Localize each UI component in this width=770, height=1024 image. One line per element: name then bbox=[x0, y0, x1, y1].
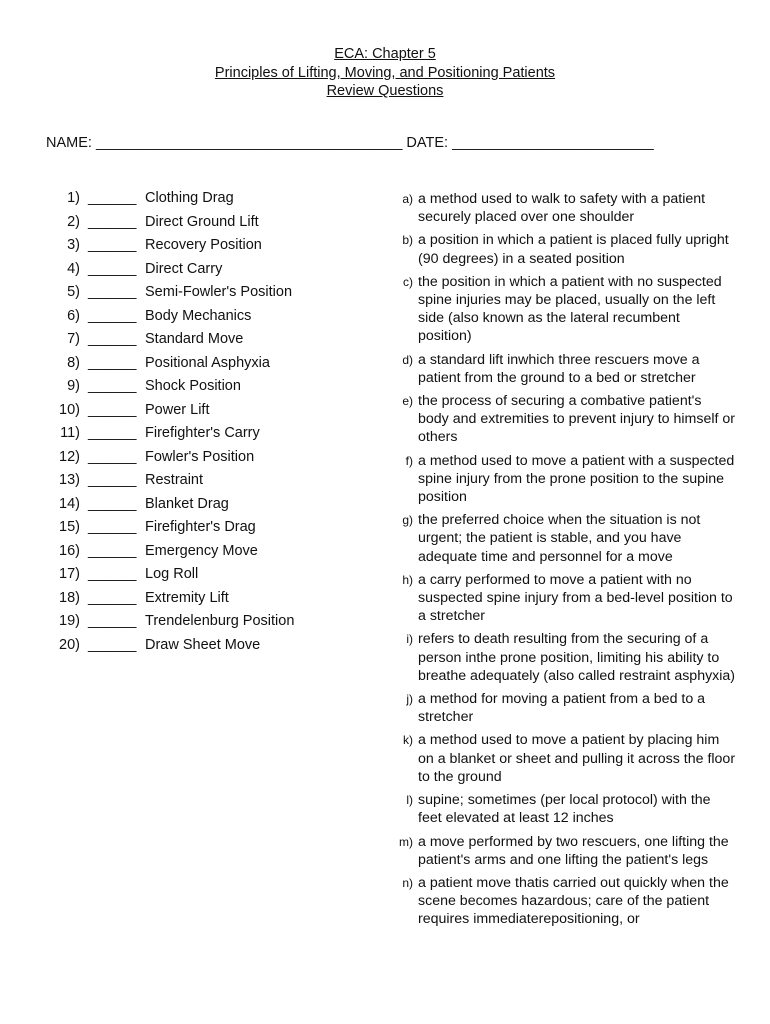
question-term: Shock Position bbox=[145, 378, 241, 394]
answer-blank[interactable]: ______ bbox=[88, 354, 137, 371]
question-term: Direct Ground Lift bbox=[145, 213, 259, 230]
question-term: Blanket Drag bbox=[145, 495, 229, 512]
question-row bbox=[46, 637, 376, 661]
definition-text: a method used to walk to safety with a patient securely placed over one shoulder bbox=[418, 191, 706, 226]
question-row bbox=[46, 261, 376, 285]
definition-item bbox=[396, 630, 736, 685]
definition-text: a method for moving a patient from a bed to a stretcher bbox=[418, 691, 706, 726]
definition-text: the preferred choice when the situation is not urgent; the patient is stable, and you have adequate time and personnel for a move bbox=[418, 512, 701, 565]
question-term: Body Mechanics bbox=[145, 307, 252, 324]
definition-letter: b) bbox=[402, 233, 413, 248]
definition-letter: l) bbox=[406, 793, 413, 808]
question-number: 14) bbox=[59, 495, 80, 512]
chapter-title: ECA: Chapter 5 bbox=[334, 46, 436, 62]
question-row bbox=[46, 308, 376, 332]
definition-letter: n) bbox=[402, 875, 413, 890]
question-row bbox=[46, 214, 376, 238]
question-term: Draw Sheet Move bbox=[145, 636, 261, 653]
definition-text: the process of securing a combative patient's body and extremities to prevent injury to himself or others bbox=[418, 393, 736, 446]
question-row bbox=[46, 190, 376, 214]
question-number: 2) bbox=[67, 213, 80, 230]
name-date-row bbox=[46, 135, 654, 151]
definition-text: a move performed by two rescuers, one lifting the patient's arms and one lifting the patient's legs bbox=[418, 833, 729, 868]
question-number: 15) bbox=[59, 519, 80, 535]
definition-text: refers to death resulting from the securing of a person inthe prone position, limiting his ability to breathe adequately (also called restraint asphyxia) bbox=[418, 631, 736, 684]
definition-text: a standard lift inwhich three rescuers move a patient from the ground to a bed or stretcher bbox=[418, 351, 700, 386]
definition-item bbox=[396, 392, 736, 447]
definition-letter: h) bbox=[402, 572, 413, 587]
question-row bbox=[46, 331, 376, 355]
answer-blank[interactable]: ______ bbox=[88, 519, 137, 535]
definition-item bbox=[396, 351, 736, 387]
definition-text: supine; sometimes (per local protocol) with the feet elevated at least 12 inches bbox=[418, 792, 711, 827]
answer-blank[interactable]: ______ bbox=[88, 566, 137, 582]
question-number: 6) bbox=[67, 307, 80, 324]
answer-blank[interactable]: ______ bbox=[88, 260, 137, 277]
question-term: Fowler's Position bbox=[145, 448, 255, 465]
question-row bbox=[46, 566, 376, 590]
question-number: 20) bbox=[59, 636, 80, 653]
answer-blank[interactable]: ______ bbox=[88, 307, 137, 324]
answer-blank[interactable]: ______ bbox=[88, 378, 137, 394]
answer-blank[interactable]: ______ bbox=[88, 472, 137, 488]
definition-letter: c) bbox=[403, 274, 413, 289]
answer-blank[interactable]: ______ bbox=[88, 495, 137, 512]
answer-blank[interactable]: ______ bbox=[88, 425, 137, 441]
question-number: 7) bbox=[67, 331, 80, 347]
question-row bbox=[46, 402, 376, 426]
question-row bbox=[46, 613, 376, 637]
question-row bbox=[46, 496, 376, 520]
question-number: 8) bbox=[67, 354, 80, 371]
question-row bbox=[46, 543, 376, 567]
definition-letter: m) bbox=[399, 834, 413, 849]
question-number: 3) bbox=[67, 237, 80, 253]
definition-item bbox=[396, 231, 736, 267]
definition-letter: k) bbox=[403, 733, 413, 748]
question-term: Positional Asphyxia bbox=[145, 354, 270, 371]
question-term: Extremity Lift bbox=[145, 589, 229, 606]
definition-item bbox=[396, 690, 736, 726]
question-term: Semi-Fowler's Position bbox=[145, 284, 293, 300]
question-list bbox=[46, 190, 376, 660]
definition-letter: e) bbox=[402, 394, 413, 409]
name-field[interactable]: NAME: ______________________________________ bbox=[46, 135, 403, 151]
question-number: 18) bbox=[59, 589, 80, 606]
definition-text: a method used to move a patient with a suspected spine injury from the prone position to the supine position bbox=[418, 452, 735, 506]
definition-letter: f) bbox=[405, 453, 413, 468]
definition-text: a method used to move a patient by placing him on a blanket or sheet and pulling it across the floor to the ground bbox=[418, 732, 736, 785]
question-number: 9) bbox=[67, 378, 80, 394]
definition-letter: a) bbox=[402, 192, 413, 206]
answer-blank[interactable]: ______ bbox=[88, 401, 137, 418]
question-number: 1) bbox=[67, 190, 80, 206]
answer-blank[interactable]: ______ bbox=[88, 237, 137, 253]
question-term: Clothing Drag bbox=[145, 190, 234, 206]
definition-item bbox=[396, 571, 736, 626]
definition-letter: d) bbox=[402, 352, 413, 367]
definition-item bbox=[396, 731, 736, 786]
answer-blank[interactable]: ______ bbox=[88, 213, 137, 230]
question-row bbox=[46, 449, 376, 473]
chapter-subtitle: Principles of Lifting, Moving, and Positioning Patients bbox=[214, 64, 556, 81]
question-number: 16) bbox=[59, 542, 80, 559]
question-term: Firefighter's Carry bbox=[145, 425, 260, 441]
answer-blank[interactable]: ______ bbox=[88, 331, 137, 347]
question-number: 19) bbox=[59, 613, 80, 629]
question-term: Emergency Move bbox=[145, 542, 258, 559]
definition-letter: g) bbox=[402, 513, 413, 528]
definition-item bbox=[396, 273, 736, 346]
answer-blank[interactable]: ______ bbox=[88, 589, 137, 606]
definition-item bbox=[396, 833, 736, 869]
definition-item bbox=[396, 791, 736, 827]
definition-item bbox=[396, 511, 736, 566]
definition-text: a position in which a patient is placed fully upright (90 degrees) in a seated position bbox=[418, 232, 729, 267]
question-term: Standard Move bbox=[145, 331, 244, 347]
definition-item bbox=[396, 190, 736, 226]
question-row bbox=[46, 472, 376, 496]
question-number: 13) bbox=[59, 472, 80, 488]
answer-blank[interactable]: ______ bbox=[88, 284, 137, 300]
answer-blank[interactable]: ______ bbox=[88, 613, 137, 629]
question-row bbox=[46, 284, 376, 308]
question-number: 10) bbox=[59, 401, 80, 418]
definition-text: a patient move thatis carried out quickly when the scene becomes hazardous; care of the patient requires immediaterepositioning, or bbox=[418, 874, 729, 928]
question-term: Direct Carry bbox=[145, 260, 223, 277]
question-term: Trendelenburg Position bbox=[145, 613, 295, 629]
question-term: Firefighter's Drag bbox=[145, 519, 256, 535]
question-row bbox=[46, 355, 376, 379]
question-term: Recovery Position bbox=[145, 237, 262, 253]
document-header bbox=[0, 45, 770, 101]
question-number: 4) bbox=[67, 260, 80, 277]
answer-blank[interactable]: ______ bbox=[88, 542, 137, 559]
question-row bbox=[46, 237, 376, 261]
question-term: Log Roll bbox=[145, 566, 199, 582]
question-term: Power Lift bbox=[145, 401, 210, 418]
definition-letter: j) bbox=[406, 692, 413, 707]
question-term: Restraint bbox=[145, 472, 204, 488]
definition-list bbox=[396, 190, 736, 934]
answer-blank[interactable]: ______ bbox=[88, 636, 137, 653]
answer-blank[interactable]: ______ bbox=[88, 448, 137, 465]
section-title: Review Questions bbox=[326, 83, 444, 99]
question-number: 11) bbox=[60, 425, 80, 441]
question-row bbox=[46, 590, 376, 614]
question-number: 12) bbox=[59, 448, 80, 465]
question-row bbox=[46, 425, 376, 449]
answer-blank[interactable]: ______ bbox=[88, 190, 137, 206]
definition-item bbox=[396, 874, 736, 929]
question-row bbox=[46, 378, 376, 402]
definition-item bbox=[396, 452, 736, 507]
question-row bbox=[46, 519, 376, 543]
definition-text: a carry performed to move a patient with no suspected spine injury from a bed-level position to a stretcher bbox=[418, 571, 733, 625]
definition-letter: i) bbox=[406, 632, 413, 647]
question-number: 17) bbox=[59, 566, 80, 582]
date-field[interactable]: DATE: _________________________ bbox=[406, 135, 654, 151]
question-number: 5) bbox=[67, 284, 80, 300]
definition-text: the position in which a patient with no suspected spine injuries may be placed, usually on the left side (also known as the lateral recumbent position) bbox=[418, 273, 722, 345]
